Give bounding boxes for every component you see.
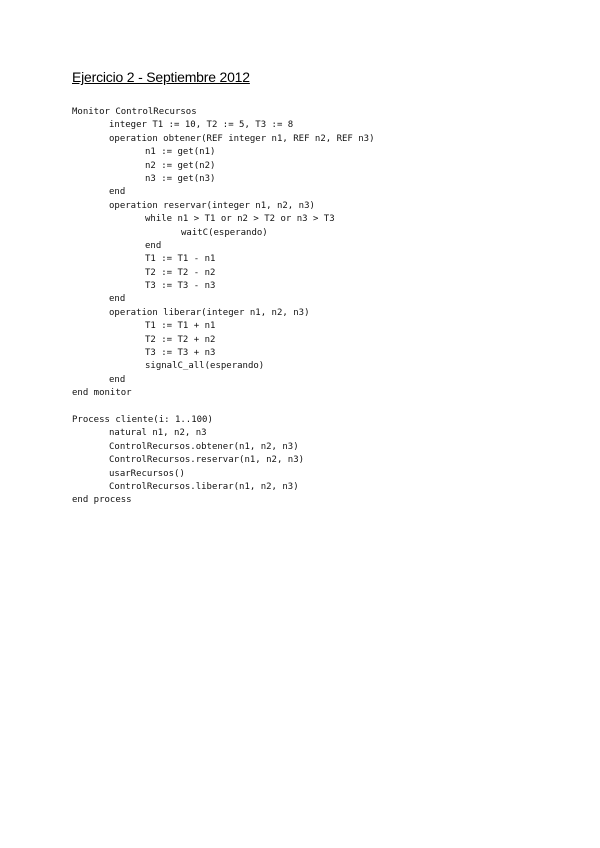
liberar-statement-line: T2 := T2 + n2 <box>145 334 216 345</box>
reservar-end-line: end <box>109 294 126 305</box>
process-footer-line: end process <box>72 495 132 506</box>
liberar-signal-line: signalC_all(esperando) <box>145 361 265 372</box>
obtener-statement-line: n3 := get(n3) <box>145 173 216 184</box>
code-listing <box>72 106 375 508</box>
liberar-statement-line: T3 := T3 + n3 <box>145 348 216 359</box>
process-header-line: Process cliente(i: 1..100) <box>72 414 213 425</box>
monitor-header-line: Monitor ControlRecursos <box>72 107 197 117</box>
reservar-wait-line: waitC(esperando) <box>181 227 268 238</box>
reservar-signature-line: operation reservar(integer n1, n2, n3) <box>109 200 315 211</box>
obtener-end-line: end <box>109 187 126 198</box>
monitor-footer-line: end monitor <box>72 388 132 399</box>
reservar-statement-line: T2 := T2 - n2 <box>145 267 216 278</box>
monitor-section <box>72 106 375 401</box>
obtener-statement-line: n1 := get(n1) <box>145 147 216 158</box>
process-call-line: ControlRecursos.reservar(n1, n2, n3) <box>109 455 305 466</box>
blank-line <box>72 401 375 414</box>
process-call-line: ControlRecursos.liberar(n1, n2, n3) <box>109 481 299 492</box>
liberar-statement-line: T1 := T1 + n1 <box>145 321 216 332</box>
page-title: Ejercicio 2 - Septiembre 2012 <box>72 69 250 85</box>
reservar-statement-line: T3 := T3 - n3 <box>145 281 216 292</box>
process-call-line: ControlRecursos.obtener(n1, n2, n3) <box>109 441 299 452</box>
liberar-end-line: end <box>109 374 126 385</box>
reservar-statement-line: T1 := T1 - n1 <box>145 254 216 265</box>
monitor-declaration-line: integer T1 := 10, T2 := 5, T3 := 8 <box>109 120 294 131</box>
process-section <box>72 414 375 508</box>
reservar-while-line: while n1 > T1 or n2 > T2 or n3 > T3 <box>145 214 335 225</box>
reservar-while-end-line: end <box>145 240 162 251</box>
obtener-statement-line: n2 := get(n2) <box>145 160 216 171</box>
process-call-line: usarRecursos() <box>109 468 185 479</box>
liberar-signature-line: operation liberar(integer n1, n2, n3) <box>109 307 310 318</box>
process-declaration-line: natural n1, n2, n3 <box>109 428 207 439</box>
obtener-signature-line: operation obtener(REF integer n1, REF n2, REF n3) <box>109 133 375 144</box>
